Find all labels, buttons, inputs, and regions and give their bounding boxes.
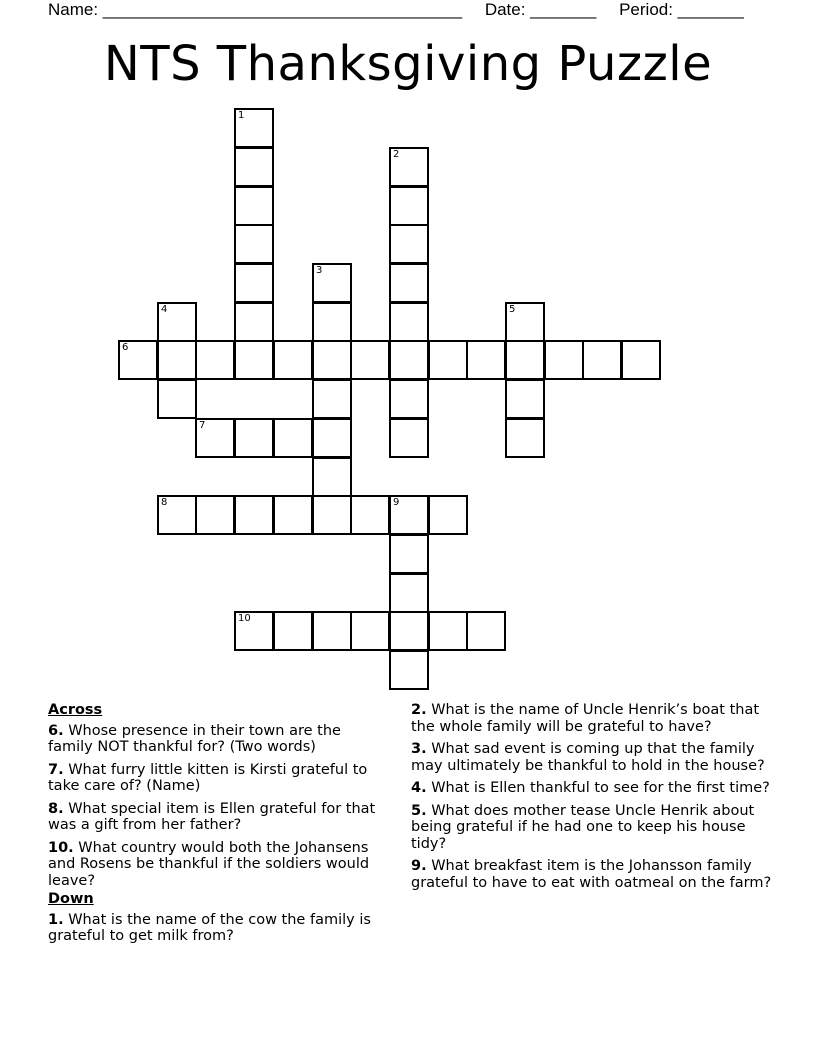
- clue-text: What breakfast item is the Johansson family grateful to have to eat with oatmeal on the farm?: [411, 858, 772, 891]
- clue-number: 9.: [411, 858, 427, 874]
- clue-number: 10.: [48, 839, 74, 856]
- cell-number: 4: [161, 304, 168, 315]
- period-field-label[interactable]: Period: _______: [619, 0, 744, 19]
- crossword-cell[interactable]: [389, 534, 429, 574]
- crossword-cell[interactable]: [234, 108, 274, 148]
- crossword-cell[interactable]: [312, 611, 352, 651]
- clue-down-9: [411, 858, 773, 891]
- clue-text: What sad event is coming up that the family may ultimately be thankful to hold in the house?: [411, 741, 765, 774]
- cell-number: 3: [316, 265, 323, 276]
- crossword-cell[interactable]: [389, 302, 429, 342]
- down-heading: Down: [48, 891, 94, 907]
- cell-number: 10: [238, 613, 251, 624]
- clue-text: What is the name of Uncle Henrik’s boat that the whole family will be grateful to have?: [411, 702, 760, 735]
- cell-number: 6: [122, 342, 129, 353]
- crossword-cell[interactable]: [312, 418, 352, 458]
- crossword-cell[interactable]: [195, 418, 235, 458]
- cell-number: 1: [238, 110, 245, 121]
- crossword-cell[interactable]: [505, 418, 545, 458]
- crossword-cell[interactable]: [350, 611, 390, 651]
- cell-number: 9: [393, 497, 400, 508]
- crossword-cell[interactable]: [389, 379, 429, 419]
- clue-down-1: [48, 912, 390, 945]
- clue-across-10: [48, 840, 390, 890]
- crossword-cell[interactable]: [389, 186, 429, 226]
- clue-text: What furry little kitten is Kirsti grateful to take care of? (Name): [48, 761, 368, 794]
- crossword-cell[interactable]: [621, 340, 661, 380]
- crossword-cell[interactable]: [389, 495, 429, 535]
- crossword-cell[interactable]: [312, 495, 352, 535]
- crossword-cell[interactable]: [389, 340, 429, 380]
- clue-text: What country would both the Johansens and Rosens be thankful if the soldiers would leave?: [48, 839, 370, 889]
- clue-down-4: [411, 780, 773, 797]
- clue-number: 2.: [411, 702, 427, 718]
- crossword-cell[interactable]: [234, 418, 274, 458]
- crossword-cell[interactable]: [389, 418, 429, 458]
- clue-number: 4.: [411, 780, 427, 796]
- crossword-cell[interactable]: [195, 340, 235, 380]
- clue-number: 6.: [48, 722, 64, 739]
- cell-number: 5: [509, 304, 516, 315]
- crossword-cell[interactable]: [582, 340, 622, 380]
- clue-across-8: [48, 801, 390, 834]
- clue-text: Whose presence in their town are the family NOT thankful for? (Two words): [48, 722, 341, 755]
- crossword-cell[interactable]: [389, 611, 429, 651]
- name-field-label[interactable]: Name: ______________________________________: [48, 0, 463, 19]
- clue-across-6: [48, 723, 390, 756]
- crossword-cell[interactable]: [273, 418, 313, 458]
- cell-number: 7: [199, 420, 206, 431]
- puzzle-title: NTS Thanksgiving Puzzle: [103, 36, 713, 92]
- clue-number: 5.: [411, 802, 427, 819]
- clue-text: What special item is Ellen grateful for that was a gift from her father?: [48, 800, 376, 833]
- crossword-cell[interactable]: [428, 611, 468, 651]
- crossword-cell[interactable]: [505, 379, 545, 419]
- clue-text: What does mother tease Uncle Henrik about being grateful if he had one to keep his house tidy?: [411, 802, 755, 852]
- cell-number: 8: [161, 497, 168, 508]
- clue-across-7: [48, 762, 390, 795]
- crossword-cell[interactable]: [466, 611, 506, 651]
- clue-text: What is Ellen thankful to see for the first time?: [431, 780, 770, 796]
- crossword-cell[interactable]: [312, 340, 352, 380]
- crossword-cell[interactable]: [157, 379, 197, 419]
- crossword-cell[interactable]: [389, 573, 429, 613]
- clue-number: 8.: [48, 800, 64, 817]
- clue-down-3: [411, 741, 773, 774]
- crossword-cell[interactable]: [428, 340, 468, 380]
- clue-down-2: [411, 702, 773, 735]
- crossword-cell[interactable]: [273, 340, 313, 380]
- clues-column-left: [48, 702, 390, 951]
- clues-column-right: [411, 702, 773, 897]
- crossword-cell[interactable]: [234, 147, 274, 187]
- crossword-cell[interactable]: [350, 340, 390, 380]
- clue-number: 1.: [48, 911, 64, 928]
- crossword-cell[interactable]: [234, 186, 274, 226]
- crossword-cell[interactable]: [505, 302, 545, 342]
- crossword-cell[interactable]: [234, 495, 274, 535]
- crossword-cell[interactable]: [312, 457, 352, 497]
- crossword-cell[interactable]: [234, 224, 274, 264]
- clue-number: 7.: [48, 761, 64, 778]
- crossword-cell[interactable]: [350, 495, 390, 535]
- crossword-cell[interactable]: [195, 495, 235, 535]
- crossword-cell[interactable]: [234, 340, 274, 380]
- crossword-cell[interactable]: [505, 340, 545, 380]
- crossword-cell[interactable]: [273, 611, 313, 651]
- clue-text: What is the name of the cow the family is grateful to get milk from?: [48, 911, 371, 944]
- date-field-label[interactable]: Date: _______: [484, 0, 597, 19]
- cell-number: 2: [393, 149, 400, 160]
- crossword-cell[interactable]: [234, 302, 274, 342]
- crossword-cell[interactable]: [273, 495, 313, 535]
- crossword-cell[interactable]: [157, 340, 197, 380]
- clue-down-5: [411, 803, 773, 853]
- clue-number: 3.: [411, 741, 427, 757]
- crossword-cell[interactable]: [157, 302, 197, 342]
- crossword-cell[interactable]: [466, 340, 506, 380]
- crossword-cell[interactable]: [389, 224, 429, 264]
- crossword-cell[interactable]: [118, 340, 158, 380]
- crossword-cell[interactable]: [312, 263, 352, 303]
- crossword-cell[interactable]: [389, 650, 429, 690]
- crossword-cell[interactable]: [389, 147, 429, 187]
- crossword-cell[interactable]: [428, 495, 468, 535]
- across-heading: Across: [48, 702, 103, 718]
- crossword-cell[interactable]: [157, 495, 197, 535]
- crossword-cell[interactable]: [389, 263, 429, 303]
- crossword-cell[interactable]: [312, 302, 352, 342]
- crossword-cell[interactable]: [544, 340, 584, 380]
- crossword-cell[interactable]: [234, 263, 274, 303]
- crossword-cell[interactable]: [234, 611, 274, 651]
- crossword-cell[interactable]: [312, 379, 352, 419]
